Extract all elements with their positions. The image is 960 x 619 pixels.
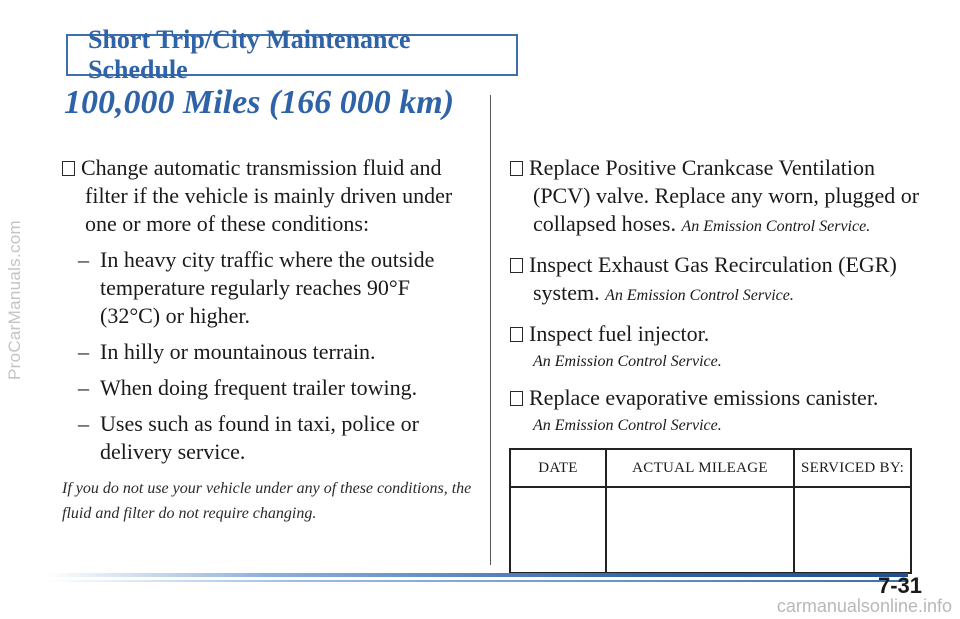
condition-text: (32°C) or higher. [100,303,250,328]
service-record-table [509,448,912,574]
item-text: Inspect fuel injector. [529,321,710,346]
checklist-item-pcv [510,154,920,241]
dash-bullet: – [78,411,89,436]
checkbox-icon[interactable] [510,161,523,176]
conditions-list [62,246,482,466]
list-item [78,374,482,402]
item-text: collapsed hoses. [533,211,676,236]
condition-text: temperature regularly reaches 90°F [100,275,410,300]
checkbox-icon[interactable] [510,258,523,273]
left-column [62,154,482,526]
item-text: Change automatic transmission fluid and [81,155,442,180]
mileage-title: 100,000 Miles (166 000 km) [64,84,455,121]
list-item [78,410,482,466]
emission-note: An Emission Control Service. [533,417,722,434]
list-item [78,246,482,330]
item-text: system. [533,280,600,305]
dash-bullet: – [78,339,89,364]
column-header-serviced-by: SERVICED BY: [794,449,911,487]
list-item [78,338,482,366]
footer-rule [46,573,908,577]
checklist-item-transmission [62,154,482,238]
item-text: Inspect Exhaust Gas Recirculation (EGR) [529,252,897,277]
date-cell[interactable] [510,487,606,573]
condition-text: When doing frequent trailer towing. [100,375,418,400]
right-column [510,154,920,448]
footer-rule-thin [46,580,908,582]
dash-bullet: – [78,247,89,272]
emission-note: An Emission Control Service. [681,218,871,235]
section-title: Short Trip/City Maintenance Schedule [88,25,411,84]
checklist-item-fuel-injector [510,320,920,374]
serviced-by-cell[interactable] [794,487,911,573]
item-text: Replace evaporative emissions canister. [529,385,879,410]
dash-bullet: – [78,375,89,400]
condition-text: In hilly or mountainous terrain. [100,339,376,364]
checkbox-icon[interactable] [510,327,523,342]
item-text: Replace Positive Crankcase Ventilation [529,155,876,180]
checklist-item-egr [510,251,920,310]
checklist-item-evap-canister [510,384,920,438]
bottom-watermark: carmanualsonline.info [776,596,952,616]
section-header [66,25,518,84]
emission-note: An Emission Control Service. [533,353,722,370]
checkbox-icon[interactable] [62,161,75,176]
mileage-cell[interactable] [606,487,794,573]
column-header-date: DATE [510,449,606,487]
condition-text: delivery service. [100,439,246,464]
item-text: filter if the vehicle is mainly driven under [85,183,453,208]
emission-note: An Emission Control Service. [605,287,794,304]
side-watermark-text: ProCarManuals.com [5,219,25,381]
table-header-row [510,449,911,487]
conditions-note: If you do not use your vehicle under any of these conditions, the fluid and filter do not require changing. [62,480,472,522]
condition-text: In heavy city traffic where the outside [100,247,435,272]
checkbox-icon[interactable] [510,391,523,406]
item-text: (PCV) valve. Replace any worn, plugged or [533,183,920,208]
table-row [510,487,911,573]
page-number: 7-31 [877,573,922,598]
column-header-mileage: ACTUAL MILEAGE [606,449,794,487]
condition-text: Uses such as found in taxi, police or [100,411,419,436]
side-watermark [2,40,28,560]
item-text: one or more of these conditions: [85,211,370,236]
